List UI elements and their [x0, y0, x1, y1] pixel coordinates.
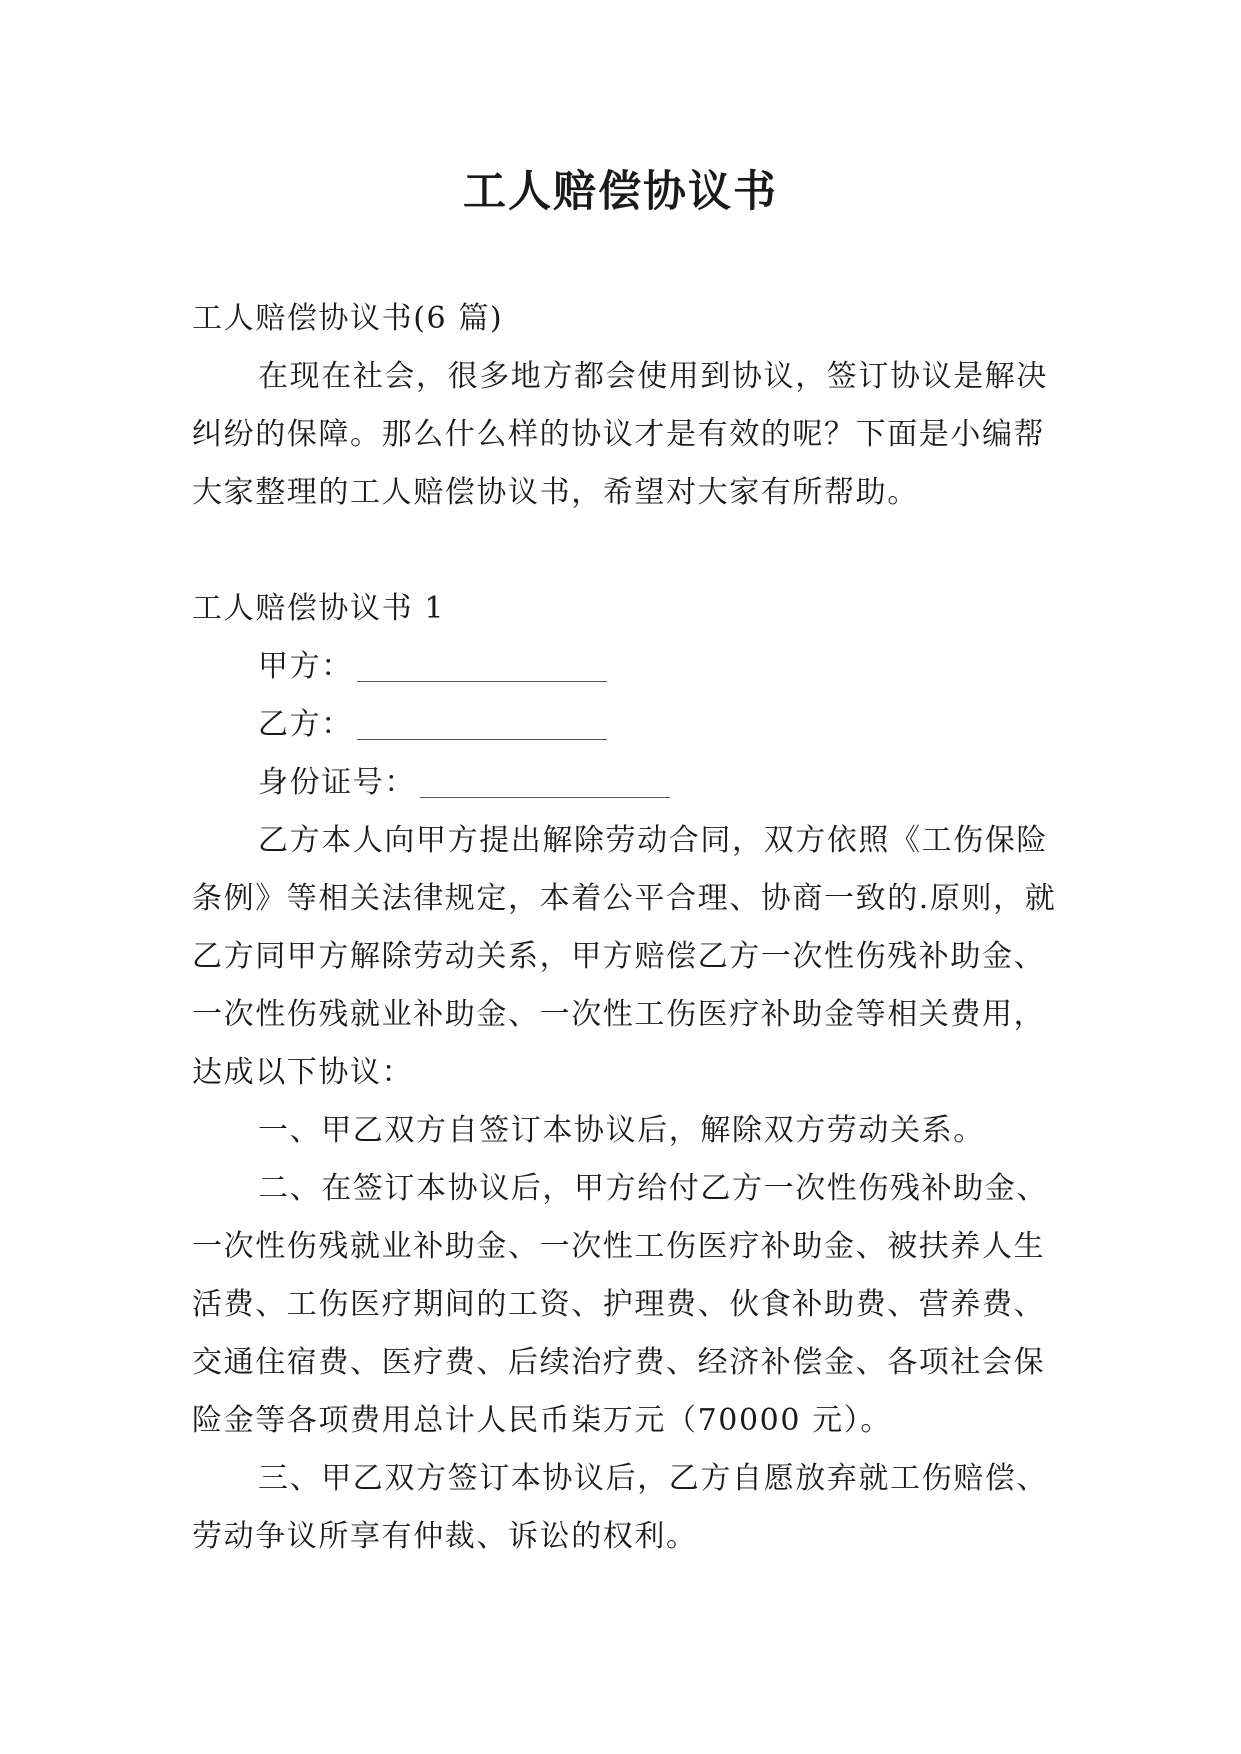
clause-one: 一、甲乙双方自签订本协议后，解除双方劳动关系。 [258, 1113, 985, 1148]
id-number-blank [420, 767, 670, 798]
document-title: 工人赔偿协议书 [463, 167, 778, 217]
party-a-field [192, 638, 1062, 696]
clause-three: 三、甲乙双方签订本协议后，乙方自愿放弃就工伤赔偿、劳动争议所享有仲裁、诉讼的权利。 [192, 1461, 1048, 1554]
agreement-preamble: 乙方本人向甲方提出解除劳动合同，双方依照《工伤保险条例》等相关法律规定，本着公平合理、协商一致的.原则，就乙方同甲方解除劳动关系，甲方赔偿乙方一次性伤残补助金、一次性伤残就业补助金、一次性工伤医疗补助金等相关费用，达成以下协议： [192, 823, 1057, 1090]
intro-paragraph: 在现在社会，很多地方都会使用到协议，签订协议是解决纠纷的保障。那么什么样的协议才是有效的呢？下面是小编帮大家整理的工人赔偿协议书，希望对大家有所帮助。 [192, 359, 1048, 510]
document-subtitle: 工人赔偿协议书(6 篇) [192, 301, 504, 336]
clause-two: 二、在签订本协议后，甲方给付乙方一次性伤残补助金、一次性伤残就业补助金、一次性工伤医疗补助金、被扶养人生活费、工伤医疗期间的工资、护理费、伙食补助费、营养费、交通住宿费、医疗费、后续治疗费、经济补偿金、各项社会保险金等各项费用总计人民币柒万元（70000 元）。 [192, 1171, 1048, 1438]
id-number-label: 身份证号： [258, 765, 416, 800]
section-heading: 工人赔偿协议书 1 [192, 591, 446, 626]
party-b-blank [357, 709, 607, 740]
id-number-field [192, 754, 1062, 812]
party-b-field [192, 696, 1062, 754]
document-body [192, 290, 1062, 1566]
party-a-blank [357, 651, 607, 682]
party-b-label: 乙方： [258, 707, 353, 742]
party-a-label: 甲方： [258, 649, 353, 684]
